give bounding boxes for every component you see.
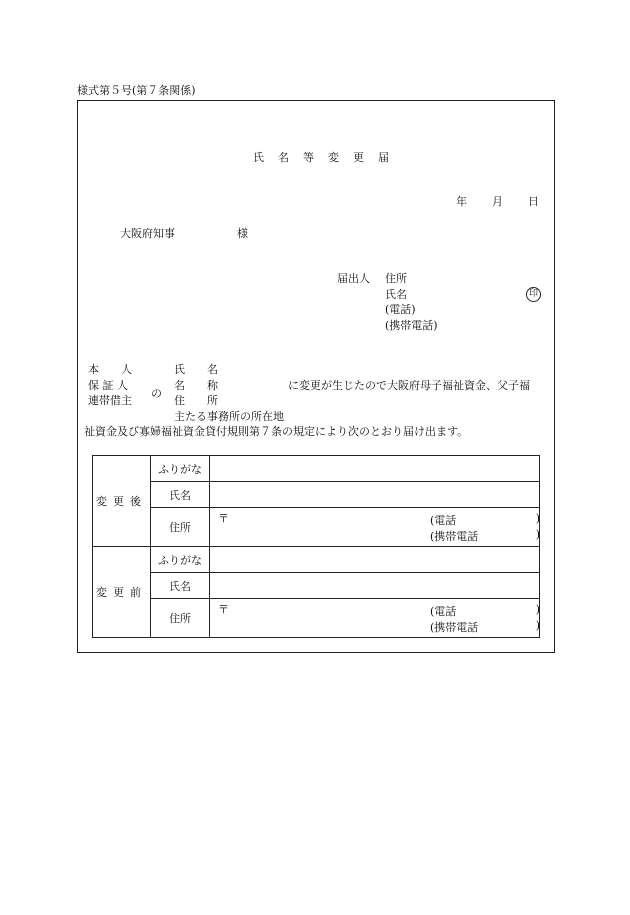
applicant-label: 届出人: [337, 272, 370, 285]
particle-no: の: [151, 387, 162, 400]
address-label: 住所: [151, 508, 210, 547]
title-char: 名: [278, 151, 289, 164]
address-field-after[interactable]: [210, 508, 540, 547]
postal-mark: 〒: [218, 603, 229, 616]
furigana-label: ふりがな: [151, 547, 210, 573]
applicant-address-label: 住所: [385, 272, 407, 285]
mobile-label: (携帯電話: [430, 530, 479, 543]
phone-label: (電話: [430, 605, 457, 618]
name-field-before[interactable]: [210, 573, 540, 599]
addressee-name: 大阪府知事: [120, 227, 175, 240]
close-paren: ): [535, 528, 540, 541]
phone-row-after: [430, 512, 540, 528]
date-month: 月: [492, 195, 503, 208]
form-title: [253, 151, 403, 165]
name-field-after[interactable]: [210, 482, 540, 508]
name-label: 氏名: [151, 573, 210, 599]
subject-guarantor: 保 証 人: [88, 379, 128, 392]
applicant-name-label: 氏名: [385, 288, 407, 301]
phone-label: (電話: [430, 514, 457, 527]
form-number: 様式第５号(第７条関係): [77, 84, 196, 97]
group-after-label: 変更後: [93, 456, 151, 547]
close-paren: ): [535, 619, 540, 632]
mobile-label: (携帯電話: [430, 621, 479, 634]
postal-mark: 〒: [218, 512, 229, 525]
mobile-row-before: [430, 619, 540, 635]
title-char: 更: [353, 151, 364, 164]
item-name: 氏 名: [174, 363, 218, 376]
close-paren: ): [535, 512, 540, 525]
address-field-before[interactable]: [210, 599, 540, 638]
group-before-label: 変更前: [93, 547, 151, 638]
statement-line-2: 祉資金及び寡婦福祉資金貸付規則第７条の規定により次のとおり届け出ます。: [84, 425, 469, 438]
title-char: 氏: [253, 151, 264, 164]
statement-line-1: に変更が生じたので大阪府母子福祉資金、父子福: [288, 379, 530, 392]
furigana-label: ふりがな: [151, 456, 210, 482]
title-char: 等: [303, 151, 314, 164]
addressee-honorific: 様: [237, 227, 248, 240]
item-office-location: 主たる事務所の所在地: [174, 410, 284, 423]
mobile-row-after: [430, 528, 540, 544]
item-address: 住 所: [174, 394, 218, 407]
name-label: 氏名: [151, 482, 210, 508]
item-title: 名 称: [174, 379, 218, 392]
title-char: 届: [378, 151, 389, 164]
subject-coborrower: 連帯借主: [88, 394, 132, 407]
date-year: 年: [456, 195, 467, 208]
change-table: [92, 455, 540, 638]
furigana-field-before[interactable]: [210, 547, 540, 573]
applicant-mobile-label: (携帯電話): [385, 319, 438, 332]
title-char: 変: [328, 151, 339, 164]
applicant-phone-label: (電話): [385, 303, 416, 316]
address-label: 住所: [151, 599, 210, 638]
close-paren: ): [535, 603, 540, 616]
furigana-field-after[interactable]: [210, 456, 540, 482]
subject-self: 本 人: [88, 363, 132, 376]
phone-row-before: [430, 603, 540, 619]
seal-mark: 印: [526, 287, 541, 302]
date-day: 日: [528, 195, 539, 208]
